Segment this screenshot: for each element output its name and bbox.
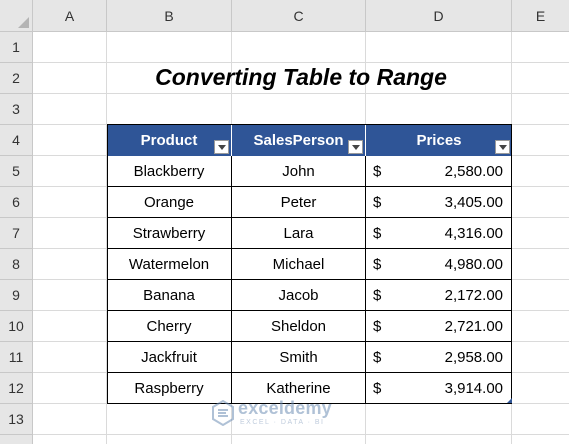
watermark-logo	[208, 396, 368, 432]
row-header-2[interactable]: 2	[0, 63, 33, 94]
select-all-corner[interactable]	[0, 0, 33, 32]
column-header-e[interactable]: E	[512, 0, 569, 32]
price-value: 2,958.00	[444, 348, 503, 366]
cell-salesperson[interactable]: Smith	[232, 342, 366, 373]
select-all-triangle-icon	[18, 17, 29, 28]
cell-salesperson[interactable]: Michael	[232, 249, 366, 280]
cell-salesperson[interactable]: Jacob	[232, 280, 366, 311]
table-resize-handle[interactable]	[507, 398, 512, 403]
row-header-7[interactable]: 7	[0, 218, 33, 249]
currency-symbol: $	[373, 286, 382, 304]
column-header-b[interactable]: B	[107, 0, 232, 32]
row-header-6[interactable]: 6	[0, 187, 33, 218]
price-value: 4,316.00	[444, 224, 503, 242]
currency-symbol: $	[373, 224, 382, 242]
currency-symbol: $	[373, 255, 382, 273]
row-header-13[interactable]: 13	[0, 404, 33, 435]
row-header-14-partial[interactable]	[0, 435, 33, 444]
grid-line	[33, 93, 569, 94]
cell-product[interactable]: Jackfruit	[107, 342, 232, 373]
price-value: 2,580.00	[444, 162, 503, 180]
currency-symbol: $	[373, 379, 382, 397]
column-header-c[interactable]: C	[232, 0, 366, 32]
row-header-5[interactable]: 5	[0, 156, 33, 187]
row-header-9[interactable]: 9	[0, 280, 33, 311]
table-header-prices[interactable]	[366, 124, 512, 156]
watermark-name: exceldemy	[238, 398, 332, 418]
cell-salesperson[interactable]: Katherine	[232, 373, 366, 404]
price-value: 3,914.00	[444, 379, 503, 397]
cell-price[interactable]	[366, 218, 512, 249]
currency-symbol: $	[373, 193, 382, 211]
dropdown-arrow-icon	[352, 145, 360, 150]
grid-line	[33, 434, 569, 435]
cell-product[interactable]: Watermelon	[107, 249, 232, 280]
row-header-4[interactable]: 4	[0, 125, 33, 156]
price-value: 3,405.00	[444, 193, 503, 211]
exceldemy-logo-icon	[212, 400, 234, 426]
cell-price[interactable]	[366, 311, 512, 342]
row-header-1[interactable]: 1	[0, 32, 33, 63]
cell-salesperson[interactable]: Sheldon	[232, 311, 366, 342]
price-value: 2,721.00	[444, 317, 503, 335]
column-header-d[interactable]: D	[366, 0, 512, 32]
cell-salesperson[interactable]: Lara	[232, 218, 366, 249]
currency-symbol: $	[373, 317, 382, 335]
watermark-tagline: EXCEL · DATA · BI	[240, 419, 325, 426]
filter-dropdown-button[interactable]	[348, 140, 363, 154]
currency-symbol: $	[373, 348, 382, 366]
cell-price[interactable]	[366, 156, 512, 187]
currency-symbol: $	[373, 162, 382, 180]
table-header-product[interactable]	[107, 124, 232, 156]
row-header-11[interactable]: 11	[0, 342, 33, 373]
row-header-3[interactable]: 3	[0, 94, 33, 125]
cell-product[interactable]: Banana	[107, 280, 232, 311]
price-value: 2,172.00	[444, 286, 503, 304]
cell-product[interactable]: Orange	[107, 187, 232, 218]
row-header-10[interactable]: 10	[0, 311, 33, 342]
row-header-8[interactable]: 8	[0, 249, 33, 280]
filter-dropdown-button[interactable]	[495, 140, 510, 154]
cell-price[interactable]	[366, 249, 512, 280]
filter-dropdown-button[interactable]	[214, 140, 229, 154]
row-header-12[interactable]: 12	[0, 373, 33, 404]
cell-product[interactable]: Strawberry	[107, 218, 232, 249]
cell-price[interactable]	[366, 342, 512, 373]
table-header-label: Prices	[416, 131, 462, 149]
cell-product[interactable]: Blackberry	[107, 156, 232, 187]
cell-price[interactable]	[366, 187, 512, 218]
sheet-title: Converting Table to Range	[155, 64, 447, 90]
price-value: 4,980.00	[444, 255, 503, 273]
cell-salesperson[interactable]: Peter	[232, 187, 366, 218]
dropdown-arrow-icon	[218, 145, 226, 150]
table-header-label: Product	[140, 131, 198, 149]
table-header-salesperson[interactable]	[232, 124, 366, 156]
cell-product[interactable]: Raspberry	[107, 373, 232, 404]
cell-price[interactable]	[366, 373, 512, 404]
cell-product[interactable]: Cherry	[107, 311, 232, 342]
table-header-label: SalesPerson	[253, 131, 344, 149]
column-header-a[interactable]: A	[33, 0, 107, 32]
cell-salesperson[interactable]: John	[232, 156, 366, 187]
dropdown-arrow-icon	[499, 145, 507, 150]
cell-price[interactable]	[366, 280, 512, 311]
